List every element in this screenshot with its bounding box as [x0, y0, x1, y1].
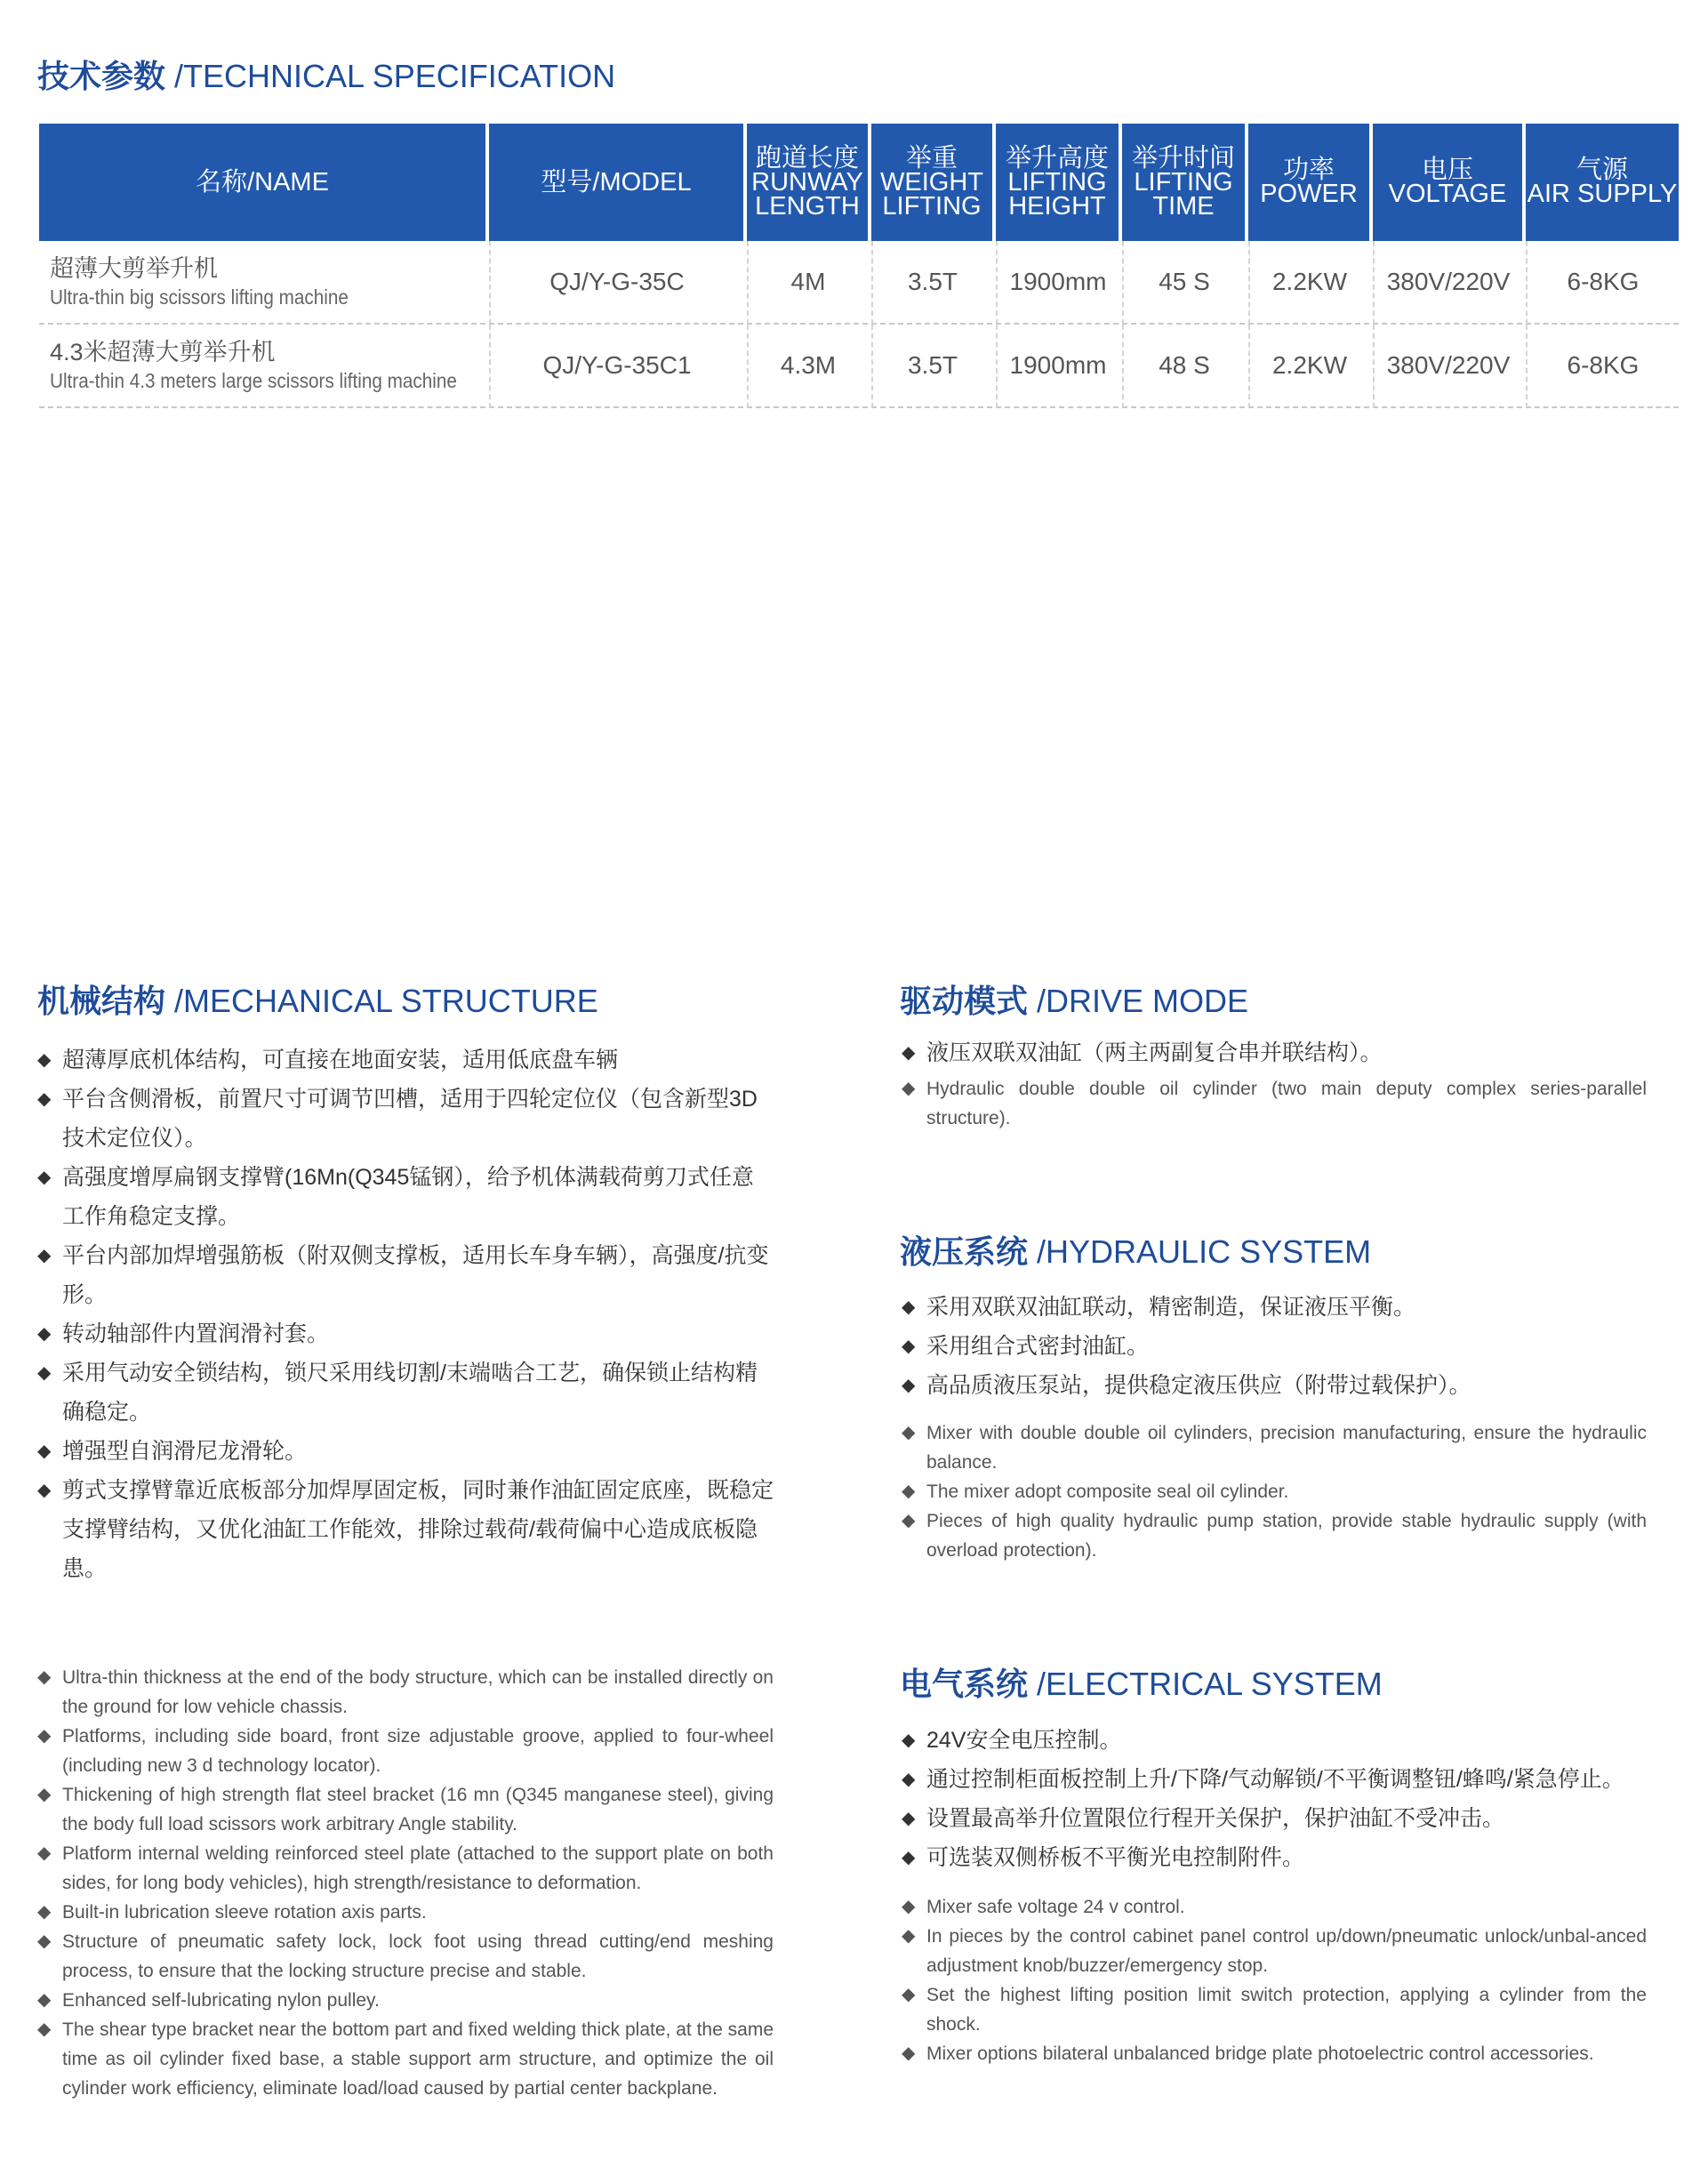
cell-voltage: 380V/220V: [1373, 241, 1522, 325]
mechanical-title-zh: 机械结构: [37, 983, 166, 1019]
hydraulic-list-zh: [900, 1288, 1647, 1405]
diamond-bullet-icon: ◆: [902, 1926, 916, 1946]
diamond-bullet-icon: ◆: [37, 1931, 52, 1951]
cell-weight: 3.5T: [871, 241, 992, 325]
drive-list-en: [900, 1074, 1647, 1133]
header-time-en1: LIFTING: [1134, 167, 1233, 197]
list-item: [900, 1477, 1647, 1506]
header-power-zh: 功率: [1282, 156, 1335, 184]
mechanical-title: [37, 982, 598, 1021]
cell-height: 1900mm: [996, 241, 1119, 325]
hydraulic-title-zh: 液压系统: [900, 1233, 1029, 1270]
list-item: [36, 1663, 774, 1722]
header-weight-lifting: [871, 124, 992, 241]
list-item: [36, 1780, 774, 1839]
product-name-zh: 4.3米超薄大剪举升机: [50, 339, 276, 365]
mechanical-list-en: [36, 1663, 774, 2103]
cell-runway-length: 4M: [747, 241, 868, 325]
list-item: [900, 1980, 1647, 2039]
list-item-text: 采用组合式密封油缸。: [926, 1334, 1150, 1359]
drive-title-zh: 驱动模式: [900, 983, 1029, 1019]
list-item: [900, 1506, 1647, 1565]
diamond-bullet-icon: ◆: [37, 1168, 52, 1187]
diamond-bullet-icon: ◆: [902, 1079, 916, 1098]
cell-power: 2.2KW: [1248, 241, 1369, 325]
list-item-text: Thickening of high strength flat steel bracket (16 mn (Q345 manganese steel), giving the body full load scissors work arbitrary Angle stability.: [62, 1785, 774, 1835]
list-item: [36, 1040, 774, 1080]
list-item: [36, 1839, 774, 1898]
list-item-text: Pieces of high quality hydraulic pump station, provide stable hydraulic supply (with overload protection).: [926, 1511, 1647, 1561]
mechanical-list-zh: [36, 1040, 774, 1588]
list-item: [900, 1721, 1647, 1760]
header-weight-en2: LIFTING: [882, 191, 982, 221]
list-item: [900, 1074, 1647, 1133]
list-item-text: 通过控制柜面板控制上升/下降/气动解锁/不平衡调整钮/蜂鸣/紧急停止。: [926, 1767, 1624, 1792]
header-name: [39, 124, 485, 241]
header-height-en2: HEIGHT: [1008, 191, 1106, 221]
diamond-bullet-icon: ◆: [902, 1809, 916, 1828]
list-item: [900, 1799, 1647, 1838]
list-item: [36, 1353, 774, 1432]
header-air-zh: 气源: [1576, 156, 1628, 184]
diamond-bullet-icon: ◆: [37, 1902, 52, 1922]
list-item-text: 24V安全电压控制。: [926, 1728, 1122, 1753]
diamond-bullet-icon: ◆: [37, 1667, 52, 1687]
spec-table-head: [39, 124, 1679, 241]
electrical-title-zh: 电气系统: [900, 1666, 1029, 1702]
list-item: [36, 1722, 774, 1780]
diamond-bullet-icon: ◆: [37, 1441, 52, 1461]
table-row: [39, 325, 1679, 408]
header-power: [1248, 124, 1369, 241]
diamond-bullet-icon: ◆: [37, 1050, 52, 1070]
list-item: [900, 1033, 1647, 1072]
drive-title-en: /DRIVE MODE: [1037, 983, 1249, 1019]
cell-height: 1900mm: [996, 325, 1119, 408]
cell-time: 45 S: [1122, 241, 1245, 325]
diamond-bullet-icon: ◆: [902, 1337, 916, 1356]
list-item-text: 设置最高举升位置限位行程开关保护，保护油缸不受冲击。: [926, 1806, 1505, 1831]
cell-voltage: 380V/220V: [1373, 325, 1522, 408]
header-runway-length: [747, 124, 868, 241]
electrical-title-en: /ELECTRICAL SYSTEM: [1037, 1666, 1383, 1702]
list-item-text: In pieces by the control cabinet panel control up/down/pneumatic unlock/unbal-anced adjustment knob/buzzer/emergency stop.: [926, 1926, 1647, 1976]
spec-title-zh: 技术参数: [37, 58, 166, 94]
header-weight-en1: WEIGHT: [880, 167, 983, 197]
header-voltage-zh: 电压: [1421, 156, 1473, 184]
diamond-bullet-icon: ◆: [902, 1897, 916, 1916]
diamond-bullet-icon: ◆: [902, 1423, 916, 1442]
diamond-bullet-icon: ◆: [37, 1843, 52, 1863]
mechanical-title-en: /MECHANICAL STRUCTURE: [174, 983, 598, 1019]
header-time-en2: TIME: [1152, 191, 1215, 221]
diamond-bullet-icon: ◆: [37, 1481, 52, 1500]
list-item-text: Set the highest lifting position limit switch protection, applying a cylinder from the shock.: [926, 1985, 1647, 2035]
diamond-bullet-icon: ◆: [37, 1785, 52, 1804]
list-item: [900, 1892, 1647, 1922]
product-name-en: Ultra-thin big scissors lifting machine: [50, 285, 349, 309]
list-item: [900, 1838, 1647, 1877]
cell-air: 6-8KG: [1526, 325, 1679, 408]
list-item-text: 剪式支撑臂靠近底板部分加焊厚固定板，同时兼作油缸固定底座，既稳定支撑臂结构，又优化油缸工作能效，排除过载荷/载荷偏中心造成底板隐患。: [62, 1478, 774, 1581]
list-item-text: 平台内部加焊增强筋板（附双侧支撑板，适用长车身车辆），高强度/抗变形。: [62, 1243, 769, 1307]
list-item-text: 增强型自润滑尼龙滑轮。: [62, 1439, 308, 1464]
electrical-title: [900, 1665, 1383, 1704]
list-item: [900, 1922, 1647, 1980]
header-lifting-time: [1122, 124, 1245, 241]
header-voltage-en: VOLTAGE: [1388, 180, 1507, 208]
diamond-bullet-icon: ◆: [37, 2019, 52, 2039]
diamond-bullet-icon: ◆: [37, 1990, 52, 2010]
diamond-bullet-icon: ◆: [902, 1511, 916, 1530]
hydraulic-title-en: /HYDRAULIC SYSTEM: [1037, 1233, 1372, 1270]
diamond-bullet-icon: ◆: [902, 1770, 916, 1789]
header-height-en1: LIFTING: [1007, 167, 1107, 197]
list-item-text: 可选装双侧桥板不平衡光电控制附件。: [926, 1845, 1305, 1870]
header-model-label: 型号/MODEL: [541, 167, 692, 197]
cell-name: [39, 325, 485, 408]
drive-list-zh: [900, 1033, 1647, 1072]
diamond-bullet-icon: ◆: [902, 1376, 916, 1395]
cell-name: [39, 241, 485, 325]
list-item-text: Ultra-thin thickness at the end of the body structure, which can be installed directly on the ground for low vehicle chassis.: [62, 1667, 774, 1717]
cell-runway-length: 4.3M: [747, 325, 868, 408]
list-item-text: Platforms, including side board, front size adjustable groove, applied to four-wheel (including new 3 d technology locator).: [62, 1726, 774, 1776]
list-item-text: Mixer options bilateral unbalanced bridge plate photoelectric control accessories.: [926, 2044, 1594, 2064]
diamond-bullet-icon: ◆: [37, 1324, 52, 1344]
list-item: [36, 1927, 774, 1986]
diamond-bullet-icon: ◆: [902, 1985, 916, 2004]
list-item: [36, 1986, 774, 2015]
list-item-text: Structure of pneumatic safety lock, lock foot using thread cutting/end meshing process, to ensure that the locking structure precise and stable.: [62, 1931, 774, 1981]
cell-power: 2.2KW: [1248, 325, 1369, 408]
list-item-text: The shear type bracket near the bottom part and fixed welding thick plate, at the same time as oil cylinder fixed base, a stable support arm structure, and optimize the oil cylinder work efficiency, eliminate load/load caused by partial center backplane.: [62, 2019, 774, 2099]
header-runway-length-zh: 跑道长度: [755, 143, 859, 173]
list-item: [36, 1158, 774, 1236]
list-item: [900, 1288, 1647, 1327]
hydraulic-list-en: [900, 1418, 1647, 1565]
diamond-bullet-icon: ◆: [37, 1363, 52, 1383]
list-item: [900, 1418, 1647, 1477]
diamond-bullet-icon: ◆: [902, 1481, 916, 1501]
list-item-text: 采用双联双油缸联动，精密制造，保证液压平衡。: [926, 1295, 1416, 1320]
diamond-bullet-icon: ◆: [37, 1726, 52, 1746]
header-runway-length-en2: LENGTH: [755, 191, 860, 221]
header-air-en: AIR SUPPLY: [1527, 180, 1678, 208]
product-name-zh: 超薄大剪举升机: [50, 255, 218, 282]
list-item: [900, 1760, 1647, 1799]
header-time-zh: 举升时间: [1131, 143, 1235, 173]
list-item-text: Platform internal welding reinforced steel plate (attached to the support plate on both sides, for long body vehicles), high strength/resistance to deformation.: [62, 1843, 774, 1893]
list-item-text: 采用气动安全锁结构，锁尺采用线切割/末端啮合工艺，确保锁止结构精确稳定。: [62, 1361, 758, 1425]
list-item-text: 平台含侧滑板，前置尺寸可调节凹槽，适用于四轮定位仪（包含新型3D技术定位仪）。: [62, 1087, 758, 1151]
drive-title: [900, 982, 1248, 1021]
hydraulic-title: [900, 1233, 1371, 1272]
list-item: [36, 2015, 774, 2103]
list-item-text: Hydraulic double double oil cylinder (two main deputy complex series-parallel structure).: [926, 1079, 1647, 1128]
list-item-text: 高强度增厚扁钢支撑臂(16Mn(Q345锰钢），给予机体满载荷剪刀式任意工作角稳定支撑。: [62, 1165, 754, 1229]
spec-header-row: [39, 124, 1679, 241]
spec-title: [37, 57, 615, 96]
header-height-zh: 举升高度: [1005, 143, 1109, 173]
list-item-text: The mixer adopt composite seal oil cylinder.: [926, 1481, 1289, 1502]
list-item-text: 液压双联双油缸（两主两副复合串并联结构）。: [926, 1040, 1383, 1065]
cell-air: 6-8KG: [1526, 241, 1679, 325]
header-lifting-height: [996, 124, 1119, 241]
list-item: [36, 1898, 774, 1927]
list-item: [900, 1327, 1647, 1366]
cell-weight: 3.5T: [871, 325, 992, 408]
electrical-list-en: [900, 1892, 1647, 2068]
list-item: [36, 1432, 774, 1471]
header-air-supply: [1526, 124, 1679, 241]
list-item-text: 超薄厚底机体结构，可直接在地面安装，适用低底盘车辆: [62, 1048, 619, 1072]
header-power-en: POWER: [1260, 180, 1358, 208]
list-item-text: 高品质液压泵站，提供稳定液压供应（附带过载保护）。: [926, 1373, 1471, 1398]
spec-title-en: /TECHNICAL SPECIFICATION: [174, 58, 616, 94]
product-name-en: Ultra-thin 4.3 meters large scissors lifting machine: [50, 369, 457, 392]
diamond-bullet-icon: ◆: [902, 1297, 916, 1317]
diamond-bullet-icon: ◆: [902, 1730, 916, 1750]
header-model: [489, 124, 743, 241]
diamond-bullet-icon: ◆: [902, 1043, 916, 1063]
list-item-text: Enhanced self-lubricating nylon pulley.: [62, 1990, 380, 2011]
electrical-list-zh: [900, 1721, 1647, 1877]
header-runway-length-en1: RUNWAY: [751, 167, 863, 197]
cell-model: QJ/Y-G-35C: [489, 241, 743, 325]
spec-table-body: [39, 241, 1679, 408]
header-name-label: 名称/NAME: [196, 167, 329, 197]
list-item: [36, 1236, 774, 1314]
list-item: [900, 1366, 1647, 1405]
diamond-bullet-icon: ◆: [902, 2044, 916, 2063]
list-item: [36, 1471, 774, 1588]
list-item: [36, 1080, 774, 1158]
diamond-bullet-icon: ◆: [902, 1848, 916, 1867]
list-item: [36, 1314, 774, 1353]
spec-table: [36, 124, 1682, 408]
list-item-text: Mixer safe voltage 24 v control.: [926, 1897, 1185, 1917]
header-weight-zh: 举重: [905, 143, 958, 173]
list-item-text: Mixer with double double oil cylinders, precision manufacturing, ensure the hydraulic balance.: [926, 1423, 1647, 1473]
list-item-text: Built-in lubrication sleeve rotation axis parts.: [62, 1902, 427, 1923]
cell-time: 48 S: [1122, 325, 1245, 408]
diamond-bullet-icon: ◆: [37, 1089, 52, 1109]
list-item-text: 转动轴部件内置润滑衬套。: [62, 1321, 330, 1346]
list-item: [900, 2039, 1647, 2068]
header-voltage: [1373, 124, 1522, 241]
diamond-bullet-icon: ◆: [37, 1246, 52, 1265]
cell-model: QJ/Y-G-35C1: [489, 325, 743, 408]
table-row: [39, 241, 1679, 325]
